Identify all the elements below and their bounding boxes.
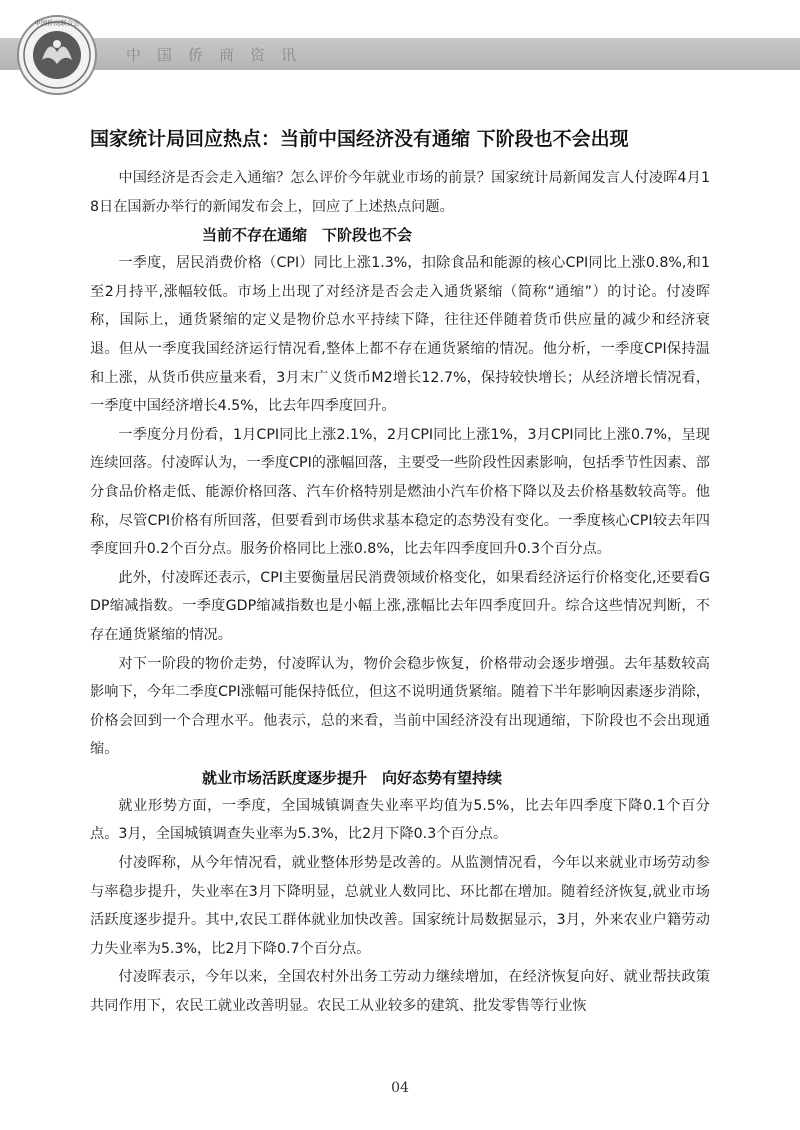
logo-text: 中国侨商联合会	[34, 19, 80, 27]
body-paragraph: 一季度，居民消费价格（CPI）同比上涨1.3%，扣除食品和能源的核心CPI同比上涨0.8%,和1至2月持平,涨幅较低。市场上出现了对经济是否会走入通货紧缩（简称“通缩”）的讨论。付凌晖称，国际上，通货紧缩的定义是物价总水平持续下降，往往还伴随着货币供应量的减少和经济衰退。但从一季度我国经济运行情况看,整体上都不存在通货紧缩的情况。他分析，一季度CPI保持温和上涨，从货币供应量来看，3月末广义货币M2增长12.7%，保持较快增长；从经济增长情况看，一季度中国经济增长4.5%，比去年四季度回升。	[90, 255, 710, 415]
article-headline: 国家统计局回应热点：当前中国经济没有通缩 下阶段也不会出现	[90, 128, 629, 150]
section-subheading: 当前不存在通缩 下阶段也不会	[202, 226, 413, 245]
article	[90, 124, 710, 1021]
section-title: 中国侨商资讯	[126, 46, 313, 64]
body-paragraph: 付凌晖称，从今年情况看，就业整体形势是改善的。从监测情况看，今年以来就业市场劳动参与率稳步提升，失业率在3月下降明显，总就业人数同比、环比都在增加。随着经济恢复,就业市场活跃度逐步提升。其中,农民工群体就业加快改善。国家统计局数据显示，3月，外来农业户籍劳动力失业率为5.3%，比2月下降0.7个百分点。	[90, 855, 710, 957]
organization-logo	[16, 14, 98, 96]
section-subheading: 就业市场活跃度逐步提升 向好态势有望持续	[202, 768, 503, 787]
body-paragraph: 就业形势方面，一季度，全国城镇调查失业率平均值为5.5%，比去年四季度下降0.1个百分点。3月，全国城镇调查失业率为5.3%，比2月下降0.3个百分点。	[90, 797, 710, 843]
body-paragraph: 一季度分月份看，1月CPI同比上涨2.1%，2月CPI同比上涨1%，3月CPI同比上涨0.7%，呈现连续回落。付凌晖认为，一季度CPI的涨幅回落，主要受一些阶段性因素影响，包括季节性因素、部分食品价格走低、能源价格回落、汽车价格特别是燃油小汽车价格下降以及去价格基数较高等。他称，尽管CPI价格有所回落，但要看到市场供求基本稳定的态势没有变化。一季度核心CPI较去年四季度回升0.2个百分点。服务价格同比上涨0.8%，比去年四季度回升0.3个百分点。	[90, 426, 710, 558]
body-paragraph: 付凌晖表示，今年以来，全国农村外出务工劳动力继续增加，在经济恢复向好、就业帮扶政策共同作用下，农民工就业改善明显。农民工从业较多的建筑、批发零售等行业恢	[90, 969, 710, 1015]
page-number: 04	[391, 1080, 409, 1096]
body-paragraph: 此外，付凌晖还表示，CPI主要衡量居民消费领域价格变化，如果看经济运行价格变化,还要看GDP缩减指数。一季度GDP缩减指数也是小幅上涨,涨幅比去年四季度回升。综合这些情况判断，不存在通货紧缩的情况。	[90, 569, 710, 643]
body-paragraph: 对下一阶段的物价走势，付凌晖认为，物价会稳步恢复，价格带动会逐步增强。去年基数较高影响下，今年二季度CPI涨幅可能保持低位，但这不说明通货紧缩。随着下半年影响因素逐步消除，价格会回到一个合理水平。他表示，总的来看，当前中国经济没有出现通缩，下阶段也不会出现通缩。	[90, 655, 710, 758]
article-body	[90, 164, 710, 1021]
header-band	[0, 38, 800, 70]
body-paragraph: 中国经济是否会走入通缩？怎么评价今年就业市场的前景？国家统计局新闻发言人付凌晖4月18日在国新办举行的新闻发布会上，回应了上述热点问题。	[90, 170, 710, 215]
